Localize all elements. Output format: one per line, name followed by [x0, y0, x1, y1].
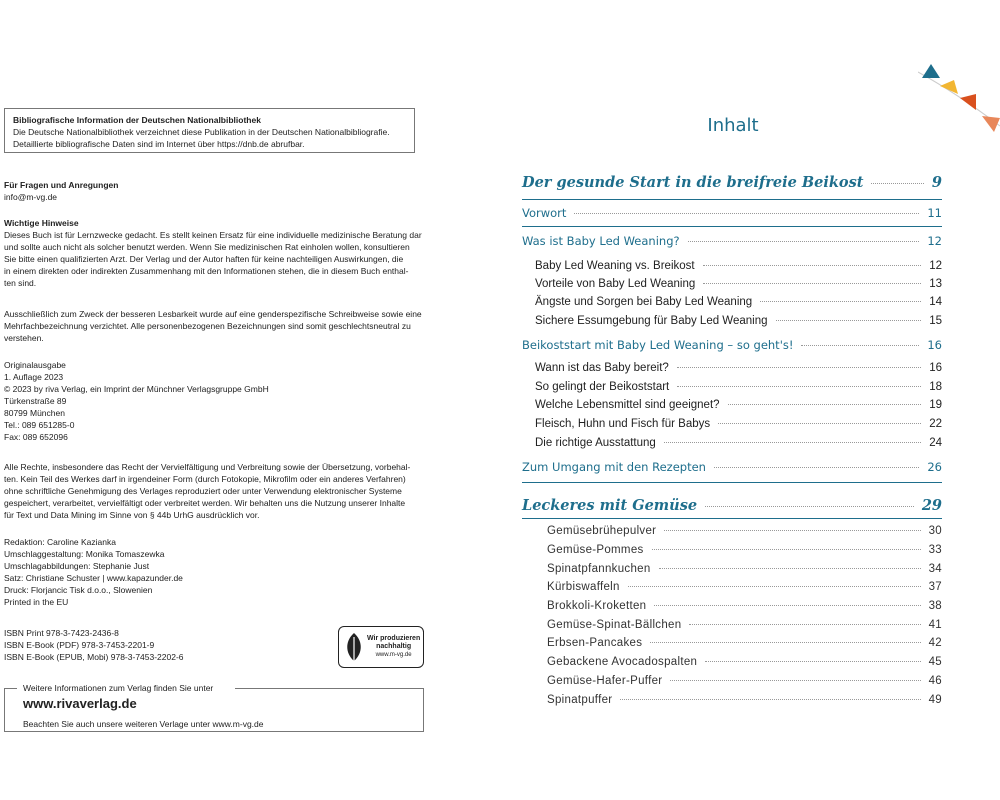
box-border [5, 688, 17, 689]
edition-line: Tel.: 089 651285-0 [4, 420, 75, 430]
edition-line: 80799 München [4, 408, 65, 418]
rights-block [4, 461, 424, 521]
leader-dots [677, 386, 921, 387]
edition-line: Türkenstraße 89 [4, 396, 67, 406]
toc-page: 16 [929, 362, 942, 374]
leader-dots [801, 345, 919, 346]
toc-entry[interactable] [535, 362, 942, 374]
edition-line: © 2023 by riva Verlag, ein Imprint der Münchner Verlagsgruppe GmbH [4, 384, 269, 394]
toc-page: 33 [928, 544, 942, 556]
toc-entry[interactable] [535, 260, 942, 272]
toc-recipe[interactable] [547, 544, 942, 556]
credits-line: Printed in the EU [4, 597, 69, 607]
credits-line: Druck: Florjancic Tisk d.o.o., Slowenien [4, 585, 153, 595]
toc-entry[interactable] [535, 315, 942, 327]
toc-page: 24 [929, 437, 942, 449]
toc-page: 30 [928, 525, 942, 537]
toc-recipe[interactable] [547, 581, 942, 593]
biblio-box [4, 108, 415, 153]
rights-line: gespeichert, verarbeitet, vervielfältigt oder verbreitet werden. Wir behalten uns die Nutzung unserer Inhalte [4, 498, 406, 508]
isbn-line: ISBN E-Book (EPUB, Mobi) 978-3-7453-2202-6 [4, 652, 184, 662]
credits-line: Umschlagabbildungen: Stephanie Just [4, 561, 150, 571]
credits-line: Redaktion: Caroline Kazianka [4, 537, 116, 547]
notes-line: ten sind. [4, 278, 37, 288]
toc-page: 42 [928, 637, 942, 649]
leader-dots [728, 404, 922, 405]
leader-dots [677, 367, 921, 368]
leader-dots [620, 699, 920, 700]
credits-line: Satz: Christiane Schuster | www.kapazunder.de [4, 573, 183, 583]
toc-label: Spinatpfannkuchen [547, 563, 651, 575]
toc-page: 38 [928, 600, 942, 612]
toc-page: 26 [927, 460, 942, 474]
toc-label: Erbsen-Pancakes [547, 637, 643, 649]
toc-label: Was ist Baby Led Weaning? [522, 234, 680, 248]
toc-recipe[interactable] [547, 619, 942, 631]
gender-line: Mehrfachbezeichnung verzichtet. Alle personenbezogenen Bezeichnungen sind somit geschlechtsneutral zu [4, 321, 411, 331]
toc-label: Die richtige Ausstattung [535, 437, 656, 449]
leader-dots [664, 442, 921, 443]
toc-label: Fleisch, Huhn und Fisch für Babys [535, 418, 711, 430]
divider [522, 482, 942, 483]
credits-line: Umschlaggestaltung: Monika Tomaszewka [4, 549, 165, 559]
toc-page: 16 [927, 338, 942, 352]
seal-line: Wir produzieren [367, 635, 421, 642]
notes-line: und sollte auch nicht als solcher benutzt werden. Wenn Sie medizinischen Rat einholen wollen, konsultieren [4, 242, 410, 252]
leader-dots [670, 680, 920, 681]
isbn-block [4, 627, 324, 663]
toc-label: Spinatpuffer [547, 694, 613, 706]
biblio-line: Die Deutsche Nationalbibliothek verzeichnet diese Publikation in der Deutschen Nationalbibliografie. [13, 127, 390, 137]
leader-dots [654, 605, 920, 606]
toc-page: 18 [929, 381, 942, 393]
toc-section[interactable] [522, 174, 942, 191]
toc-page: 22 [929, 418, 942, 430]
leader-dots [659, 568, 921, 569]
toc-entry[interactable] [522, 460, 942, 474]
toc-label: Beikoststart mit Baby Led Weaning – so geht's! [522, 338, 794, 352]
divider [522, 226, 942, 227]
toc-page: 45 [928, 656, 942, 668]
toc-page: 19 [929, 399, 942, 411]
seal-line: nachhaltig [376, 643, 412, 650]
toc-label: So gelingt der Beikoststart [535, 381, 670, 393]
toc-page: 41 [928, 619, 942, 631]
publisher-website: www.rivaverlag.de [23, 696, 137, 711]
toc-label: Zum Umgang mit den Rezepten [522, 460, 706, 474]
notes-line: Dieses Buch ist für Lernzwecke gedacht. Es stellt keinen Ersatz für eine individuelle medizinische Beratung dar [4, 230, 422, 240]
rights-line: ten. Kein Teil des Werkes darf in irgendeiner Form (durch Fotokopie, Mikrofilm oder ein anderes Verfahren) [4, 474, 406, 484]
leader-dots [628, 586, 921, 587]
leader-dots [871, 183, 923, 184]
leader-dots [574, 213, 919, 214]
edition-line: Fax: 089 652096 [4, 432, 68, 442]
rights-line: für Text und Data Mining im Sinne von § 44b UrhG ausdrücklich vor. [4, 510, 260, 520]
toc-label: Vorwort [522, 206, 567, 220]
biblio-line: Detaillierte bibliografische Daten sind im Internet über https://dnb.de abrufbar. [13, 139, 305, 149]
toc-label: Brokkoli-Kroketten [547, 600, 647, 612]
toc-entry[interactable] [535, 381, 942, 393]
contact-email: info@m-vg.de [4, 192, 58, 202]
toc-label: Kürbiswaffeln [547, 581, 620, 593]
isbn-line: ISBN E-Book (PDF) 978-3-7453-2201-9 [4, 640, 155, 650]
info-legend: Weitere Informationen zum Verlag finden Sie unter [17, 682, 219, 694]
leaf-icon [343, 631, 365, 663]
leader-dots [705, 661, 920, 662]
toc-page: 12 [927, 234, 942, 248]
toc-page: 11 [927, 206, 942, 220]
toc-page: 9 [931, 174, 942, 191]
leader-dots [703, 283, 921, 284]
contact-heading: Für Fragen und Anregungen [4, 180, 119, 190]
leader-dots [664, 530, 920, 531]
leader-dots [760, 301, 921, 302]
biblio-heading: Bibliografische Information der Deutschen Nationalbibliothek [13, 115, 261, 125]
notes-heading: Wichtige Hinweise [4, 218, 79, 228]
toc-label: Gemüsebrühepulver [547, 525, 657, 537]
toc-page: 34 [928, 563, 942, 575]
toc-page: 13 [929, 278, 942, 290]
toc-page: 49 [928, 694, 942, 706]
toc-page: 15 [929, 315, 942, 327]
toc-label: Welche Lebensmittel sind geeignet? [535, 399, 720, 411]
toc-entry[interactable] [522, 338, 942, 352]
toc-entry[interactable] [535, 278, 942, 290]
toc-entry[interactable] [535, 418, 942, 430]
toc-page [500, 0, 1000, 800]
toc-recipe[interactable] [547, 563, 942, 575]
leader-dots [689, 624, 920, 625]
notes-line: Sie bitte einen qualifizierten Arzt. Der Verlag und der Autor haften für keine nachteiligen Auswirkungen, die [4, 254, 404, 264]
toc-label: Baby Led Weaning vs. Breikost [535, 260, 695, 272]
leader-dots [650, 642, 920, 643]
isbn-line: ISBN Print 978-3-7423-2436-8 [4, 628, 119, 638]
box-border [235, 688, 423, 689]
toc-recipe[interactable] [547, 675, 942, 687]
leader-dots [703, 265, 922, 266]
divider [522, 518, 942, 519]
toc-label: Leckeres mit Gemüse [522, 497, 698, 514]
toc-page: 46 [928, 675, 942, 687]
toc-entry[interactable] [535, 399, 942, 411]
edition-line: Originalausgabe [4, 360, 66, 370]
leader-dots [718, 423, 921, 424]
gender-line: verstehen. [4, 333, 44, 343]
toc-label: Gebackene Avocadospalten [547, 656, 698, 668]
toc-page: 14 [929, 296, 942, 308]
toc-label: Gemüse-Pommes [547, 544, 644, 556]
toc-label: Ängste und Sorgen bei Baby Led Weaning [535, 296, 753, 308]
notes-block [4, 217, 424, 289]
leader-dots [652, 549, 921, 550]
toc-recipe[interactable] [547, 525, 942, 537]
gender-block [4, 308, 424, 344]
toc-label: Gemüse-Spinat-Bällchen [547, 619, 682, 631]
toc-recipe[interactable] [547, 656, 942, 668]
more-publishers: Beachten Sie auch unsere weiteren Verlage unter www.m-vg.de [23, 719, 264, 729]
rights-line: ohne schriftliche Genehmigung des Verlages reproduziert oder unter Verwendung elektronischer Systeme [4, 486, 402, 496]
notes-line: in einem direkten oder indirekten Zusammenhang mit den Informationen stehen, die in diesem Buch enthal- [4, 266, 409, 276]
toc-label: Sichere Essumgebung für Baby Led Weaning [535, 315, 768, 327]
toc-recipe[interactable] [547, 600, 942, 612]
toc-page: 12 [929, 260, 942, 272]
leader-dots [705, 506, 914, 507]
seal-text [367, 635, 420, 659]
leader-dots [776, 320, 922, 321]
toc-entry[interactable] [522, 206, 942, 220]
toc-recipe[interactable] [547, 637, 942, 649]
toc-title: Inhalt [707, 115, 759, 136]
toc-label: Wann ist das Baby bereit? [535, 362, 669, 374]
toc-entry[interactable] [522, 234, 942, 248]
toc-page: 37 [928, 581, 942, 593]
toc-page: 29 [921, 497, 942, 514]
seal-url: www.m-vg.de [375, 652, 412, 658]
leader-dots [714, 467, 919, 468]
toc-label: Vorteile von Baby Led Weaning [535, 278, 696, 290]
edition-line: 1. Auflage 2023 [4, 372, 64, 382]
contact-block [4, 179, 424, 203]
toc-recipe[interactable] [547, 694, 942, 706]
credits-block [4, 536, 424, 608]
rights-line: Alle Rechte, insbesondere das Recht der Vervielfältigung und Verbreitung sowie der Übersetzung, vorbehal- [4, 462, 411, 472]
divider [522, 199, 942, 200]
sustainability-seal [338, 626, 424, 668]
toc-entry[interactable] [535, 437, 942, 449]
gender-line: Ausschließlich zum Zweck der besseren Lesbarkeit wurde auf eine genderspezifische Schreibweise sowie eine [4, 309, 422, 319]
toc-section[interactable] [522, 497, 942, 514]
toc-label: Gemüse-Hafer-Puffer [547, 675, 663, 687]
edition-block [4, 359, 424, 443]
toc-entry[interactable] [535, 296, 942, 308]
toc-label: Der gesunde Start in die breifreie Beikost [522, 174, 864, 191]
publisher-info-box [4, 683, 424, 732]
leader-dots [688, 241, 920, 242]
